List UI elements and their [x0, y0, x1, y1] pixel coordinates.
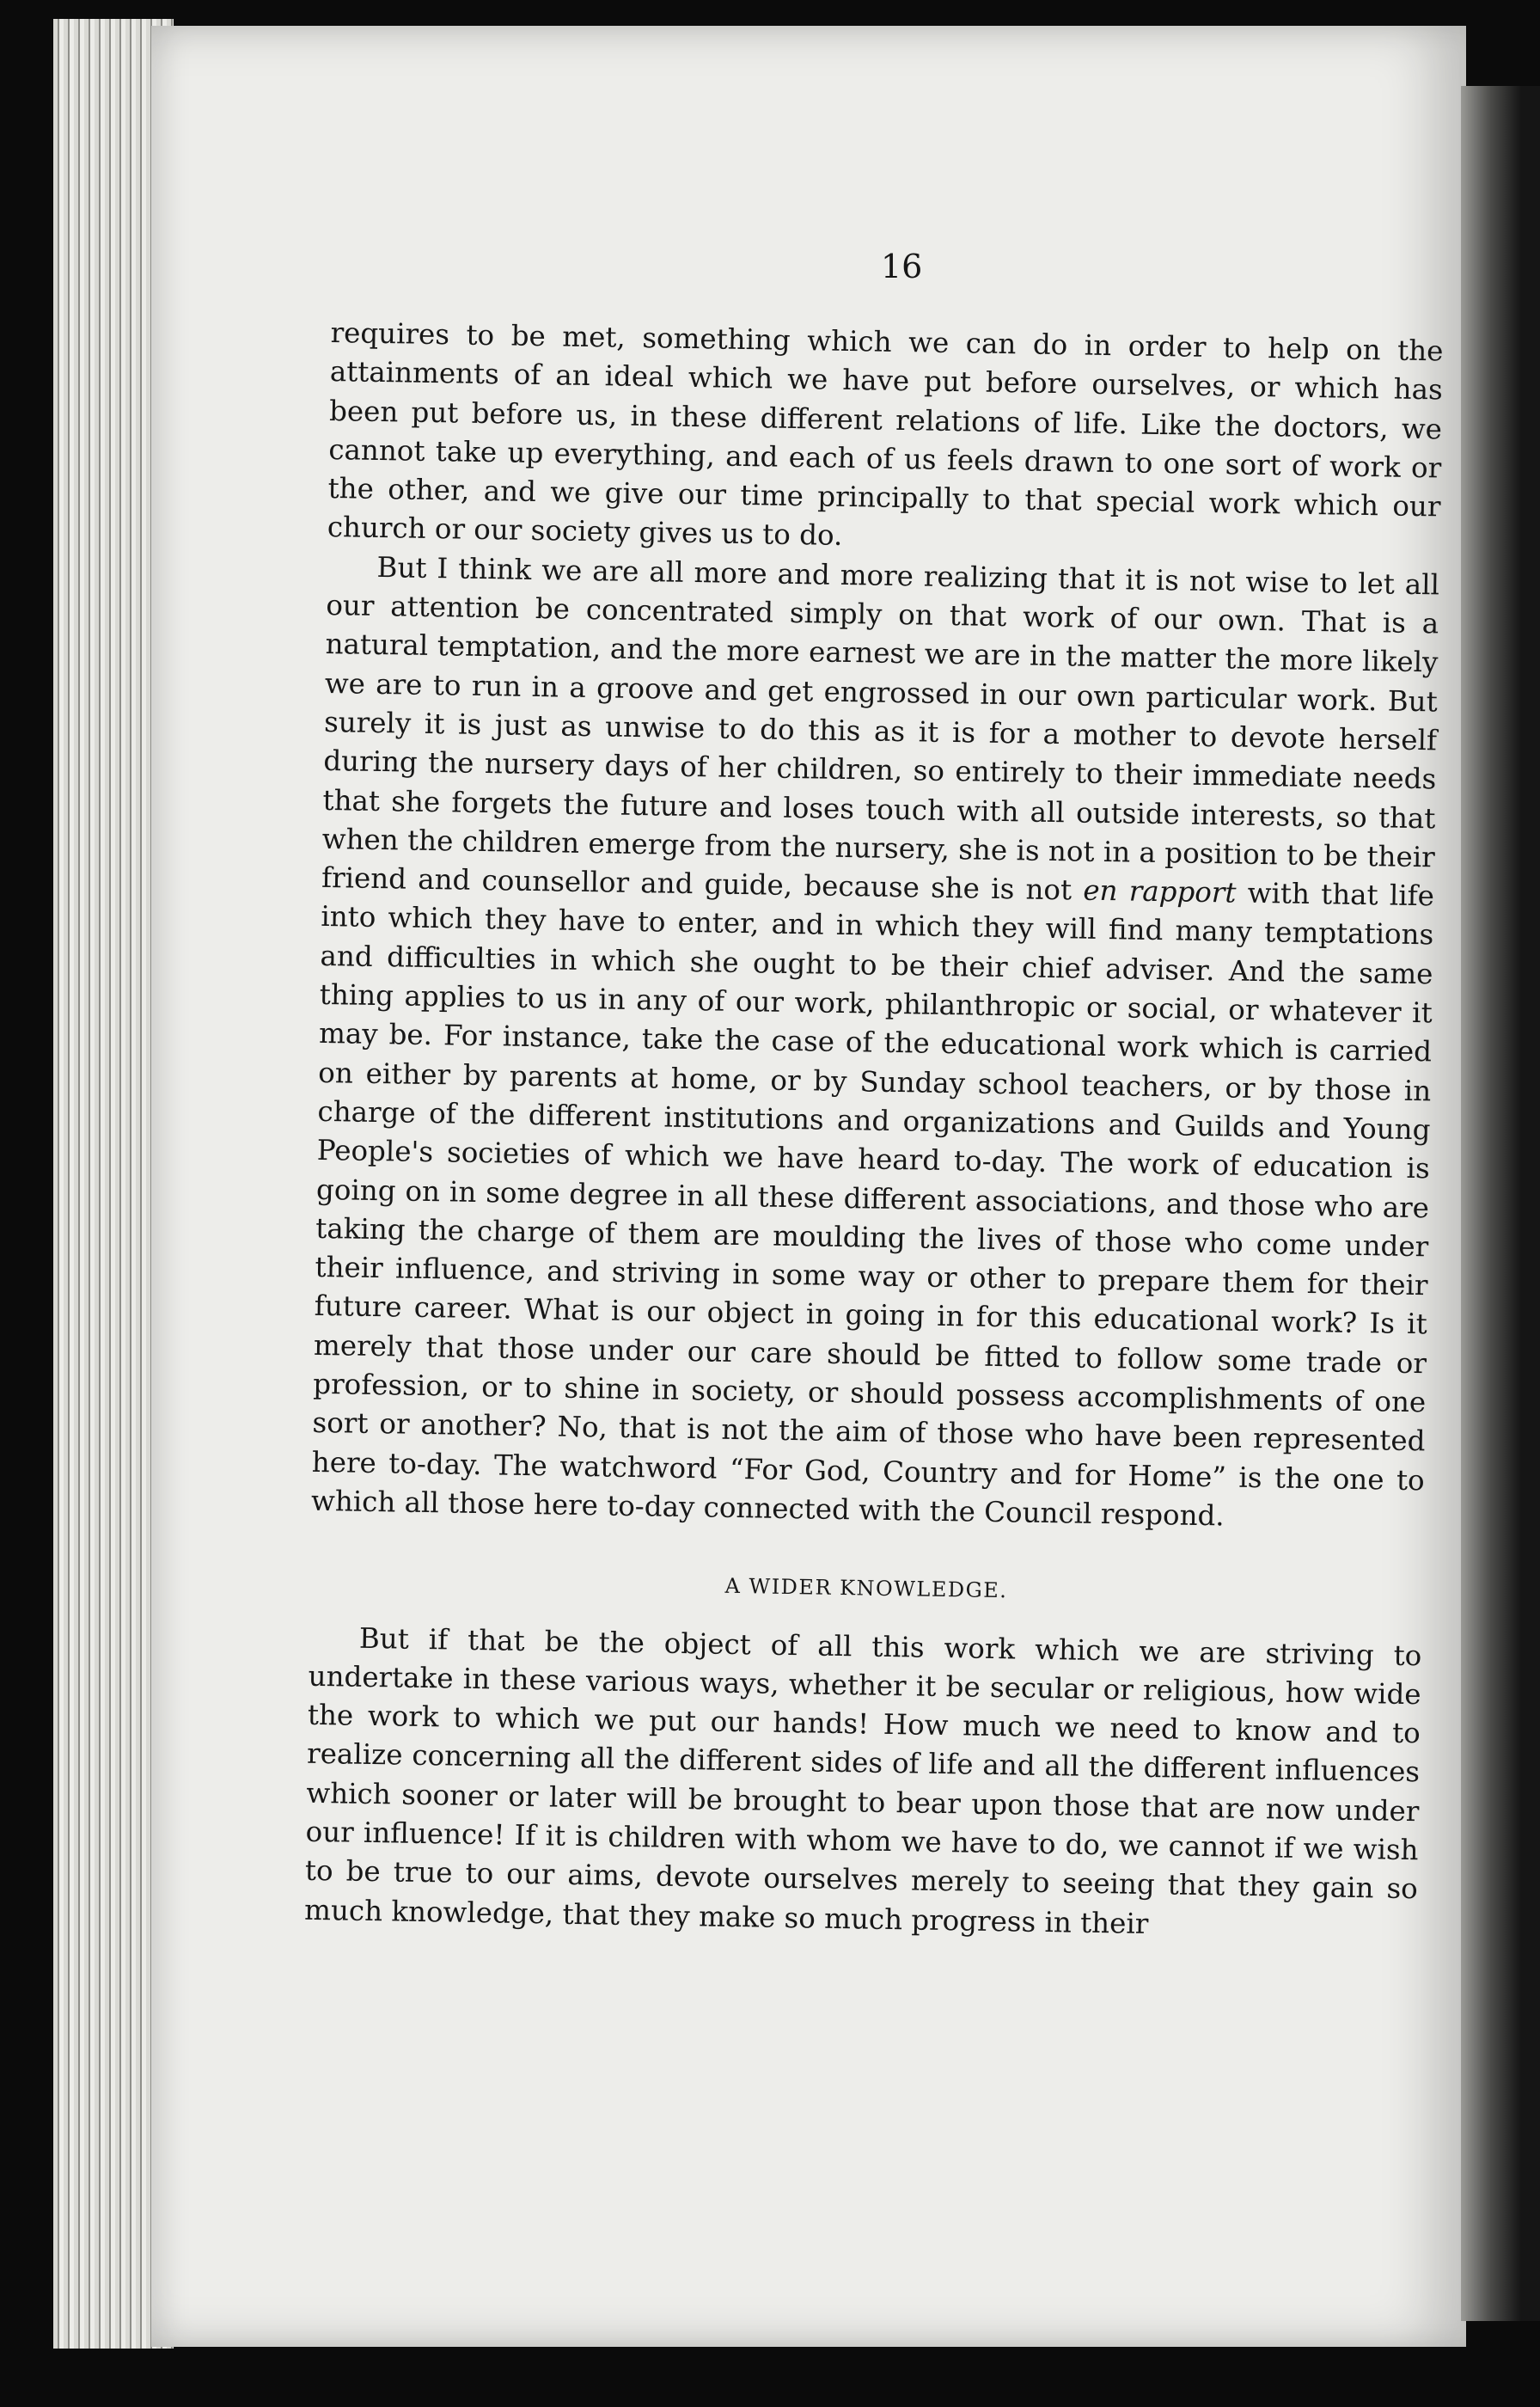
- body-text: [304, 314, 1444, 1948]
- paragraph-2: [311, 548, 1440, 1540]
- binding-shadow: [1461, 86, 1540, 2321]
- page-number: 16: [881, 248, 923, 285]
- paragraph-1: requires to be met, something which we can do in order to help on the attainments of an ideal which we have put before ourselves, or which has been put before us, in these different relations of life. Like the doctors, we cannot take up everything, and each of us feels drawn to one sort of work or the other, and we give our time principally to that special work which our church or our society gives us to do.: [327, 315, 1444, 553]
- paragraph-2-part-1: But I think we are all more and more realizing that it is not wise to let all our attention be concentrated simply on that work of our own. That is a natural temptation, and the more earnest we are in the matter the more likely we are to run in a groove and get engrossed in our own particular work. But surely it is just as unwise to do this as it is for a mother to devote herself during the nursery days of her children, so entirely to their immediate needs that she forgets the future and loses touch with all outside interests, so that when the children emerge from the nursery, she is not in a position to be their friend and counsellor and guide, because she is not: [321, 550, 1440, 907]
- paragraph-2-italic-phrase: en rapport: [1083, 873, 1237, 910]
- paragraph-3: But if that be the object of all this work which we are striving to undertake in these various ways, whether it be secular or religious, how wide the work to which we put our hands! How much we need to know and to realize concerning all the different sides of life and all the different influences which sooner or later will be brought to bear upon those that are now under our influence! If it is children with whom we have to do, we cannot if we wish to be true to our aims, devote ourselves merely to seeing that they gain so much knowledge, that they make so much progress in their: [303, 1621, 1422, 1940]
- section-heading: A WIDER KNOWLEDGE.: [724, 1574, 1008, 1603]
- paragraph-2-part-2: with that life into which they have to enter, and in which they will find many temptations and difficulties in which she ought to be their chief adviser. And the same thing applies to us in any of our work, philanthropic or social, or whatever it may be. For instance, take the case of the educational work which is carried on either by parents at home, or by Sunday school teachers, or by those in charge of the different institutions and organizations and Guilds and Young People's societies of which we have heard to-day. The work of education is going on in some degree in all these different associations, and those who are taking the charge of them are moulding the lives of those who come under their influence, and striving in some way or other to prepare them for their future career. What is our object in going in for this educational work? Is it merely that those under our care should be fitted to follow some trade or profession, or to shine in society, or should possess accomplishments of one sort or another? No, that is not the aim of those who have been represented here to-day. The watchword “For God, Country and for Home” is the one to which all those here to-day connected with the Council respond.: [310, 876, 1435, 1533]
